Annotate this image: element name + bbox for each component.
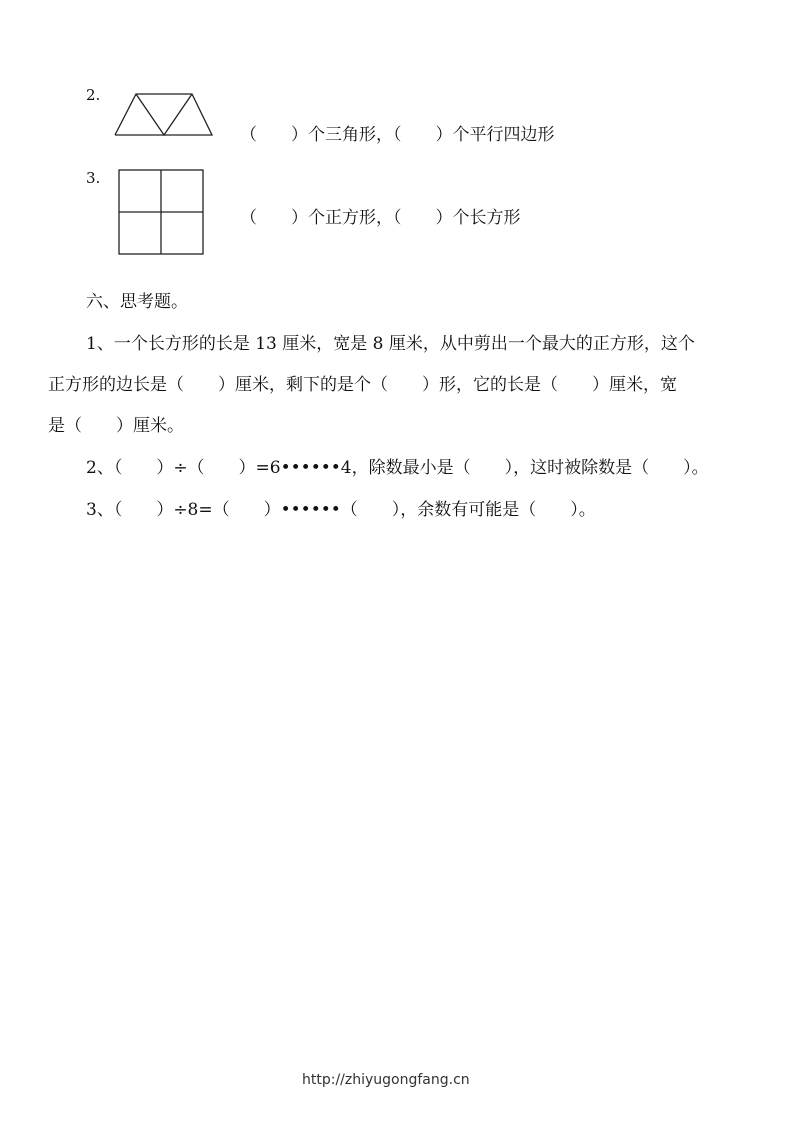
problem-1-line-3: 是（ ）厘米。 [48,416,184,436]
squares-grid-figure [118,169,206,257]
question-2-text: （ ）个三角形，（ ）个平行四边形 [240,125,555,145]
problem-1-line-1: 1、一个长方形的长是 13 厘米，宽是 8 厘米，从中剪出一个最大的正方形，这个 [86,334,695,354]
problem-3: 3、（ ）÷8=（ ）••••••（ ），余数有可能是（ ）。 [86,500,596,520]
footer-url: http://zhiyugongfang.cn [302,1072,470,1088]
question-3-text: （ ）个正方形，（ ）个长方形 [240,208,521,228]
question-2-number: 2. [86,86,101,104]
problem-2: 2、（ ）÷（ ）=6••••••4，除数最小是（ ），这时被除数是（ ）。 [86,458,709,478]
problem-1-line-2: 正方形的边长是（ ）厘米，剩下的是个（ ）形，它的长是（ ）厘米，宽 [48,375,677,395]
section-6-heading: 六、思考题。 [86,292,188,312]
triangles-figure [114,92,214,138]
question-3-number: 3. [86,169,101,187]
